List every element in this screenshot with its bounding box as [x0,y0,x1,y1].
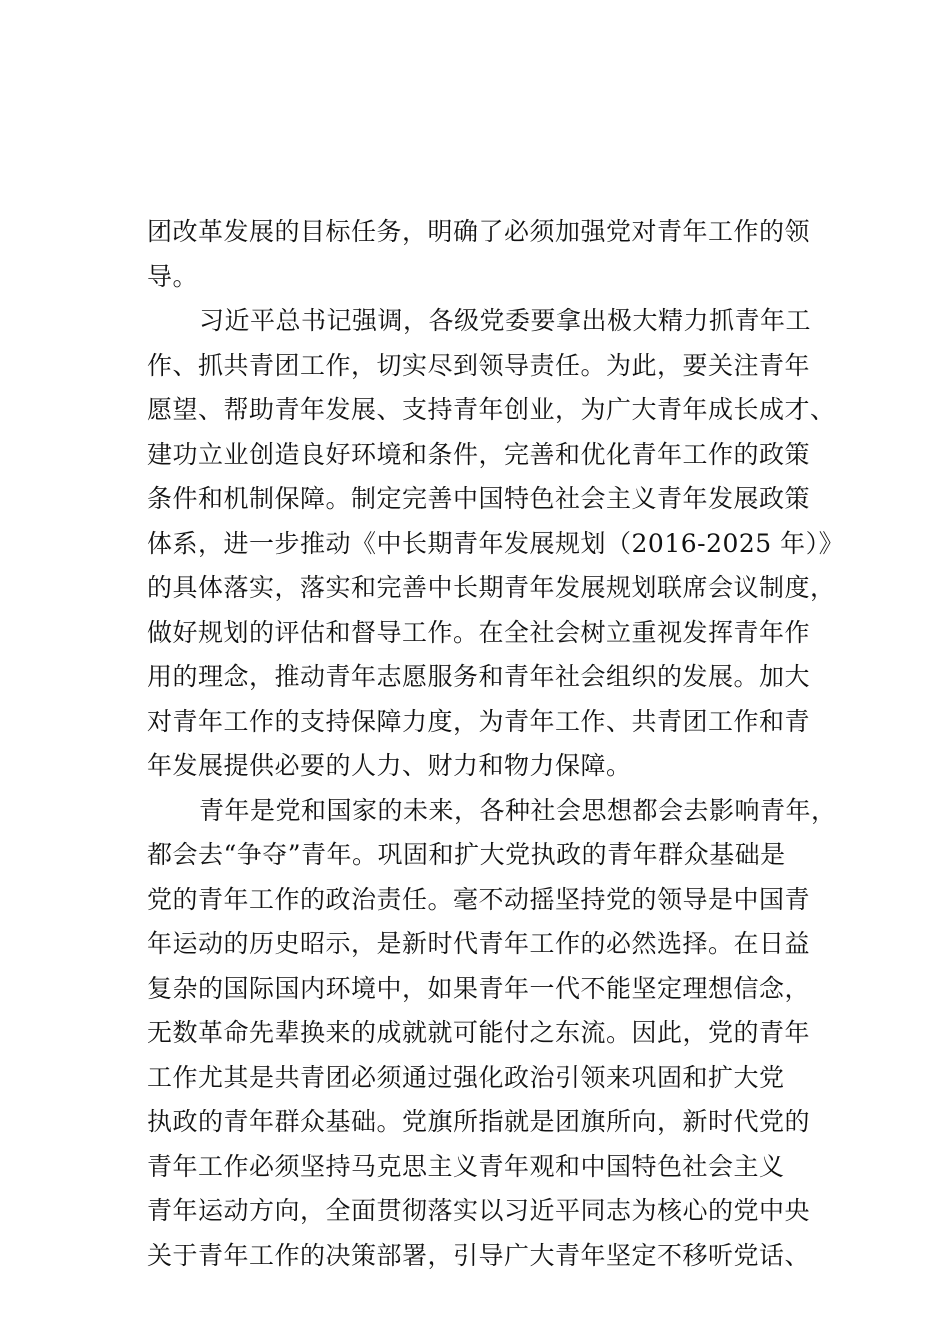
text-line: 团改革发展的目标任务，明确了必须加强党对青年工作的领 [147,217,811,246]
text-line: 工作尤其是共青团必须通过强化政治引领来巩固和扩大党 [147,1062,785,1092]
text-line: 无数革命先辈换来的成就就可能付之东流。因此，党的青年 [147,1018,811,1047]
text-line: 做好规划的评估和督导工作。在全社会树立重视发挥青年作 [147,617,811,647]
text-line: 青年运动方向，全面贯彻落实以习近平同志为核心的党中央 [147,1196,811,1225]
text-line: 对青年工作的支持保障力度，为青年工作、共青团工作和青 [147,706,811,736]
text-line: 体系，进一步推动《中长期青年发展规划（2016-2025 年）》 [147,528,845,558]
text-line: 愿望、帮助青年发展、支持青年创业，为广大青年成长成才、 [147,395,836,424]
text-line: 导。 [147,261,199,291]
text-line: 关于青年工作的决策部署，引导广大青年坚定不移听党话、 [147,1240,811,1270]
text-line: 复杂的国际国内环境中，如果青年一代不能坚定理想信念， [147,973,811,1003]
text-line: 建功立业创造良好环境和条件，完善和优化青年工作的政策 [147,439,811,469]
text-line: 作、抓共青团工作，切实尽到领导责任。为此，要关注青年 [147,350,811,380]
text-line: 条件和机制保障。制定完善中国特色社会主义青年发展政策 [147,484,811,513]
text-line: 青年工作必须坚持马克思主义青年观和中国特色社会主义 [147,1151,785,1181]
text-line: 都会去“争夺”青年。巩固和扩大党执政的青年群众基础是 [147,840,786,869]
text-line: 年发展提供必要的人力、财力和物力保障。 [147,751,632,780]
body-text [147,210,845,1278]
text-line: 年运动的历史昭示，是新时代青年工作的必然选择。在日益 [147,929,811,958]
text-line: 青年是党和国家的未来，各种社会思想都会去影响青年， [199,795,837,825]
text-line: 的具体落实，落实和完善中长期青年发展规划联席会议制度， [147,573,836,602]
text-line: 党的青年工作的政治责任。毫不动摇坚持党的领导是中国青 [147,884,811,914]
text-line: 执政的青年群众基础。党旗所指就是团旗所向，新时代党的 [147,1107,811,1136]
text-line: 习近平总书记强调，各级党委要拿出极大精力抓青年工 [199,306,812,335]
text-line: 用的理念，推动青年志愿服务和青年社会组织的发展。加大 [147,662,811,691]
